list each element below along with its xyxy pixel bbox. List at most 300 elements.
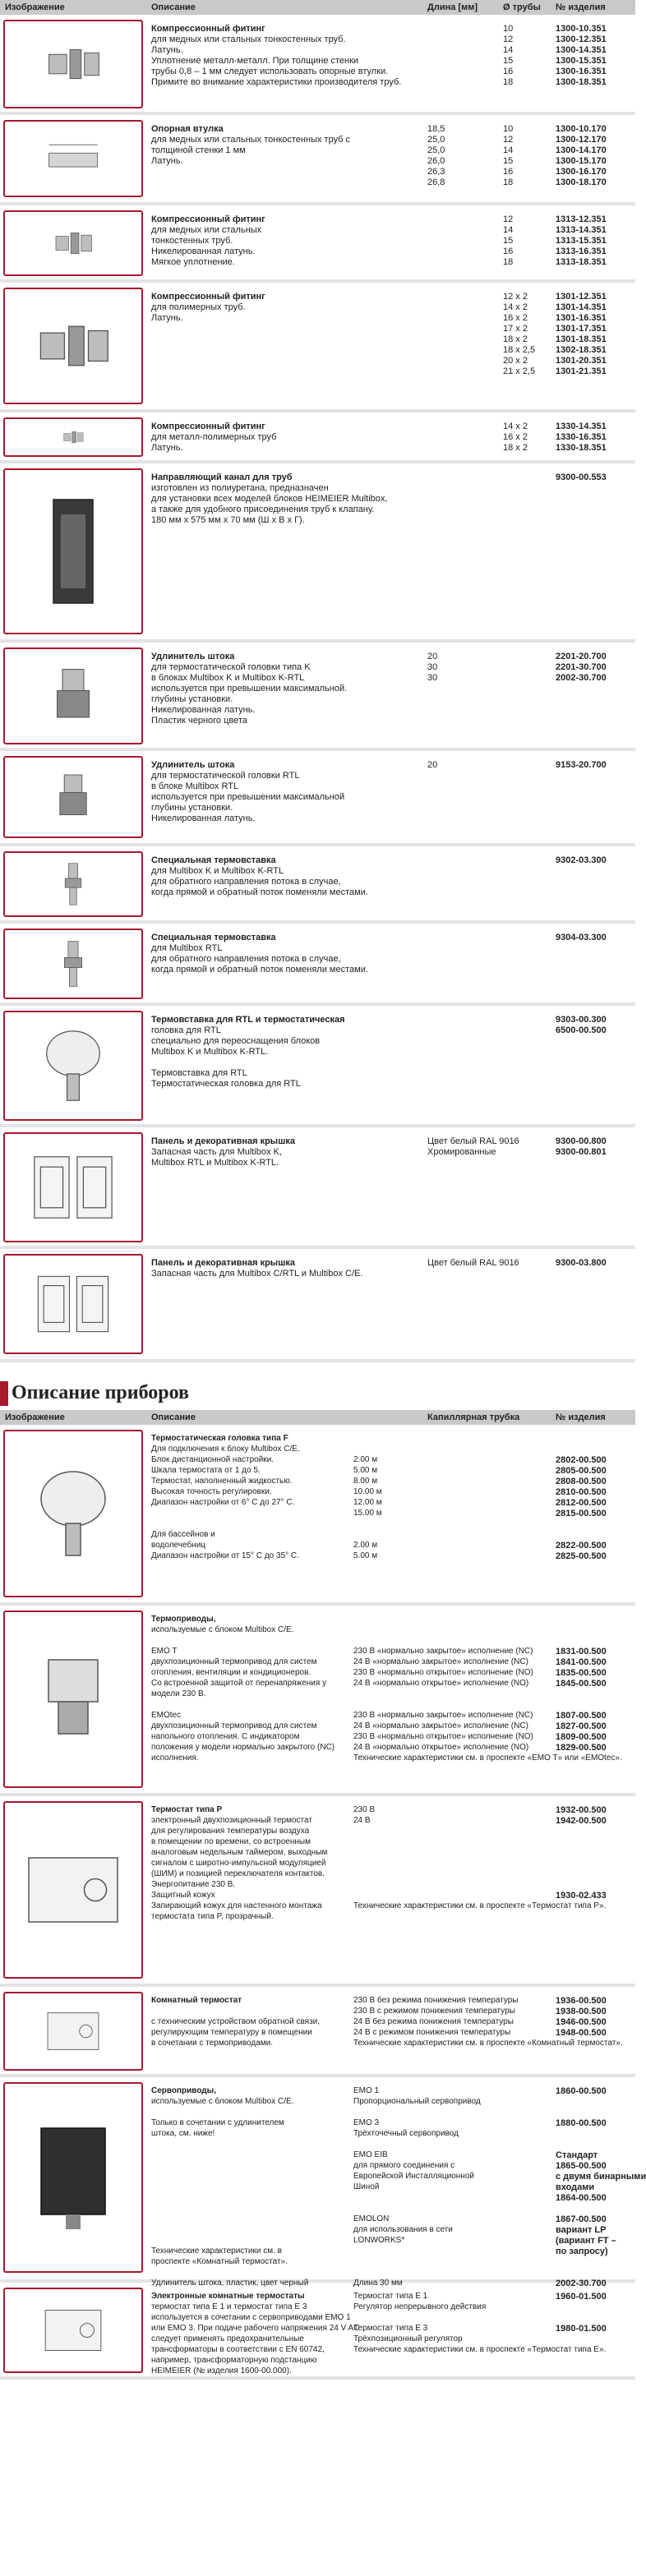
device-code-line [556, 2128, 634, 2139]
description-line: для медных или стальных тонкостенных труб. [151, 35, 346, 44]
device-description-line [151, 2203, 348, 2214]
article-code-line: 1301-20.351 [556, 356, 607, 366]
product-image [3, 1611, 143, 1788]
diameter-value-line: 10 [503, 124, 514, 134]
device-description-line: регулирующим температуру в помещении [151, 2028, 312, 2037]
article-code-line: 1301-16.351 [556, 313, 607, 323]
description-line: Запасная часть для Multibox C/RTL и Multibox C/E. [151, 1269, 363, 1279]
capillary-value-line [353, 1858, 551, 1869]
capillary-value-line [353, 2203, 551, 2214]
product-image [3, 2082, 143, 2273]
length-value-line: Цвет белый RAL 9016 [427, 1258, 519, 1268]
description-line: Опорная втулка [151, 124, 224, 134]
description-line: Специальная термовставка [151, 855, 276, 865]
fitting-icon [12, 422, 135, 453]
device-description-line [151, 2171, 348, 2182]
diameter-value-line: 15 [503, 156, 514, 166]
device-description-line: следует применять предохранительные [151, 2334, 304, 2343]
product-image [3, 417, 143, 457]
capillary-value-line: EMOLON [353, 2214, 390, 2223]
device-code-line: 2002-30.700 [556, 2279, 607, 2288]
device-code-line [556, 1635, 634, 1646]
device-code-line [556, 1624, 634, 1635]
device-description-line: двухпозиционный термопривод для систем [151, 1721, 317, 1730]
capillary-value-line [353, 2256, 551, 2267]
diameter-value-line: 16 [503, 167, 514, 177]
capillary-value-line [353, 1614, 551, 1624]
product-image [3, 20, 143, 108]
device-code-line [556, 1879, 634, 1890]
capillary-value-line: 24 В без режима понижения температуры [353, 2017, 514, 2026]
capillary-value-line [353, 1699, 551, 1710]
section-title: Описание приборов [12, 1382, 189, 1404]
article-code [556, 23, 634, 87]
capillary-value-line [353, 1518, 551, 1529]
description-line: Мягкое уплотнение. [151, 257, 235, 267]
diameter-value-line: 15 [503, 56, 514, 66]
device-description-line [151, 2235, 348, 2246]
product-image [3, 1801, 143, 1979]
length-value-line: 26,8 [427, 177, 445, 187]
capillary-value-line [353, 1689, 551, 1699]
description-line: Латунь. [151, 45, 183, 55]
device-description-line [151, 2006, 348, 2016]
description-line: Латунь. [151, 443, 183, 453]
description-line: Никелированная латунь. [151, 247, 256, 256]
fitting-row [0, 1006, 635, 1127]
article-code-line: 1313-14.351 [556, 225, 607, 235]
article-code-line: 1300-10.351 [556, 24, 607, 34]
article-code-line: 1301-21.351 [556, 366, 607, 376]
diameter-value [503, 123, 548, 187]
device-row [0, 1796, 635, 1987]
capillary-value-line: EMO 3 [353, 2118, 380, 2127]
device-row [0, 2283, 635, 2380]
description-line: для медных или стальных [151, 225, 262, 235]
description-line: Компрессионный фитинг [151, 422, 265, 431]
device-code-line: 2815-00.500 [556, 1509, 607, 1518]
device-description-line: EMO T [151, 1647, 178, 1656]
description-line: головка для RTL [151, 1025, 221, 1035]
description-line: для обратного направления потока в случае, [151, 954, 341, 964]
description [151, 1014, 422, 1089]
article-code-line: 9303-00.300 [556, 1015, 607, 1025]
device-description-line [151, 2224, 348, 2235]
fitting-row [0, 463, 635, 643]
device-code-line: 2802-00.500 [556, 1455, 607, 1465]
device-description-line: Высокая точность регулировки. [151, 1487, 272, 1496]
device-description-line: проспекте «Комнатный термостат». [151, 2257, 288, 2266]
capillary-value-line: 2.00 м [353, 1541, 378, 1550]
capillary-value-line: Пропорциональный сервопривод [353, 2097, 481, 2106]
capillary-value-line: Технические характеристики см. в проспекте «Термостат типа P». [353, 1901, 607, 1910]
article-code-line: 9304-03.300 [556, 933, 607, 942]
device-description-line: используемые с блоком Multibox C/E. [151, 2097, 294, 2106]
device-code-line [556, 2107, 634, 2117]
capillary-value-line: Трёхточечный сервопривод [353, 2129, 459, 2138]
device-description-line: Диапазон настройки от 6° C до 27° C. [151, 1498, 295, 1507]
capillary-value-line: 8.00 м [353, 1477, 378, 1486]
capillary-value-line: EMO EIB [353, 2150, 388, 2159]
device-description [151, 1995, 348, 2048]
device-code-line: 1938-00.500 [556, 2007, 607, 2016]
product-image [3, 851, 143, 917]
device-row [0, 1606, 635, 1796]
product-image [3, 1992, 143, 2071]
diameter-value-line: 17 x 2 [503, 324, 528, 334]
device-code-line [556, 1529, 634, 1540]
description-line: тонкостенных труб. [151, 236, 233, 246]
article-code [556, 1014, 634, 1035]
description-line: Термостатическая головка для RTL [151, 1079, 301, 1089]
article-code-line: 1330-18.351 [556, 443, 607, 453]
device-description-line: исполнения. [151, 1753, 199, 1763]
device-row [0, 2077, 646, 2288]
device-code-line [556, 1847, 634, 1858]
description-line: для термостатической головки RTL [151, 771, 300, 781]
diameter-value-line: 14 [503, 225, 514, 235]
device-description-line: сигналом с широтно-импульсной модуляцией [151, 1859, 326, 1868]
device-description-line: термостат типа E 1 и термостат типа E 3 [151, 2302, 307, 2311]
article-code [556, 214, 634, 267]
capillary-value [353, 2085, 551, 2288]
device-code-line: 2805-00.500 [556, 1466, 607, 1476]
device-description-line: Технические характеристики см. в [151, 2247, 282, 2256]
capillary-value-line: 230 В «нормально открытое» исполнение (NO) [353, 1668, 533, 1677]
capillary-value-line: 230 В «нормально открытое» исполнение (NO) [353, 1732, 533, 1741]
capillary-value-line: 24 В [353, 1816, 371, 1825]
product-image [3, 929, 143, 999]
capillary-value-line: LONWORKS* [353, 2236, 405, 2245]
diameter-value-line: 21 x 2,5 [503, 366, 536, 376]
capillary-value-line: Трёхпозиционный регулятор [353, 2334, 463, 2343]
device-code-line: 1835-00.500 [556, 1668, 607, 1678]
fitting-icon [12, 214, 135, 272]
insert-icon [12, 855, 135, 913]
device-description-line: Термостат, наполненный жидкостью. [151, 1477, 293, 1486]
device-code-line: 1865-00.500 [556, 2161, 607, 2171]
capillary-value [353, 1433, 551, 1561]
description-line: Multibox K и Multibox K-RTL. [151, 1047, 269, 1057]
diameter-value-line: 14 [503, 45, 514, 55]
device-code-line [556, 2139, 634, 2150]
description [151, 421, 422, 453]
capillary-value-line: Термостат типа E 1 [353, 2292, 428, 2301]
description [151, 123, 422, 166]
device-code-line: 2812-00.500 [556, 1498, 607, 1508]
capillary-value-line: 2.00 м [353, 1455, 378, 1464]
fitting-row [0, 846, 635, 924]
thermostat-icon [12, 1805, 135, 1975]
device-code-line: 1809-00.500 [556, 1732, 607, 1742]
device-code-line [556, 2267, 634, 2278]
product-image [3, 120, 143, 197]
capillary-value-line: Регулятор непрерывного действия [353, 2302, 487, 2311]
device-code-line [556, 1858, 634, 1869]
description [151, 1257, 422, 1279]
capillary-value-line: 15.00 м [353, 1509, 382, 1518]
description-line: для установки всех моделей блоков HEIMEIER Multibox, [151, 494, 388, 504]
article-code-line: 1300-15.170 [556, 156, 607, 166]
sleeve-icon [12, 124, 135, 193]
device-code-line: входами [556, 2182, 595, 2192]
capillary-value-line [353, 1847, 551, 1858]
device-description-line: Блок дистанционной настройки. [151, 1455, 275, 1464]
device-description-line: Энергопитание 230 В. [151, 1880, 236, 1889]
article-code-line: 1301-17.351 [556, 324, 607, 334]
description-line: для металл-полимерных труб [151, 432, 277, 442]
capillary-value-line: для прямого соединения с [353, 2161, 455, 2170]
device-code-line [556, 1518, 634, 1529]
article-code-line: 1301-12.351 [556, 292, 607, 302]
fitting-row [0, 115, 635, 205]
device-code [556, 1804, 634, 1911]
devices-table [0, 1425, 646, 2380]
device-description-line: Комнатный термостат [151, 1996, 242, 2005]
diameter-value-line: 12 [503, 135, 514, 145]
device-description-line: Шкала термостата от 1 до 5. [151, 1466, 261, 1475]
device-description-line: HEIMEIER (№ изделия 1600-00.000). [151, 2366, 292, 2376]
description-line: 180 мм x 575 мм x 70 мм (Ш x В x Г). [151, 515, 305, 525]
diameter-value-line: 16 x 2 [503, 432, 528, 442]
device-code-line [556, 1753, 634, 1763]
description-line: Уплотнение металл-металл. При толщине стенки [151, 56, 359, 66]
extender-icon [12, 652, 135, 740]
description-line: Панель и декоративная крышка [151, 1258, 295, 1268]
device-description [151, 2291, 360, 2376]
description-line: когда прямой и обратный поток поменяли местами. [151, 965, 368, 975]
capillary-value-line: 230 В без режима понижения температуры [353, 1996, 519, 2005]
description-line: Компрессионный фитинг [151, 24, 265, 34]
description-line: для медных или стальных тонкостенных труб с [151, 135, 351, 145]
capillary-value-line [353, 1624, 551, 1635]
device-description-line: EMOtec [151, 1711, 182, 1720]
device-code-line: 1860-00.500 [556, 2086, 607, 2096]
product-image [3, 468, 143, 634]
device-code-line [556, 2096, 634, 2107]
device-code-line: 1827-00.500 [556, 1721, 607, 1731]
device-description-line: например, трансформаторную подстанцию [151, 2356, 317, 2365]
description-line: Компрессионный фитинг [151, 292, 265, 302]
article-code-line: 1300-14.170 [556, 145, 607, 155]
capillary-value-line: 24 В «нормально закрытое» исполнение (NC) [353, 1657, 528, 1666]
device-code-line [556, 1869, 634, 1879]
fitting-row [0, 1127, 635, 1249]
article-code-line: 1300-12.170 [556, 135, 607, 145]
diameter-value-line: 12 x 2 [503, 292, 528, 302]
article-code-line: 1313-15.351 [556, 236, 607, 246]
panel-icon [12, 1258, 135, 1350]
diameter-value-line: 14 x 2 [503, 422, 528, 431]
article-code-line: 1300-10.170 [556, 124, 607, 134]
diameter-value-line: 16 [503, 67, 514, 76]
section-heading [0, 1377, 635, 1410]
description-line: в блоках Multibox K и Multibox K-RTL [151, 673, 305, 683]
device-code-line: 2810-00.500 [556, 1487, 607, 1497]
device-code-line [556, 1901, 634, 1911]
article-code-line: 1300-18.351 [556, 77, 607, 87]
description-line: в блоке Multibox RTL [151, 781, 239, 791]
device-description-line: или EMO 3. При подаче рабочего напряжения 24 V AC [151, 2324, 360, 2333]
product-image [3, 1011, 143, 1121]
product-image [3, 1132, 143, 1242]
capillary-value-line: Технические характеристики см. в проспекте «Комнатный термостат». [353, 2039, 623, 2048]
servo-icon [12, 2086, 135, 2269]
device-description-line: Запирающий кожух для настенного монтажа [151, 1901, 322, 1910]
article-code-line: 9300-00.801 [556, 1147, 607, 1157]
length-value-line: 25,0 [427, 135, 445, 145]
article-code-line: 1301-18.351 [556, 334, 607, 344]
article-code-line: 1313-18.351 [556, 257, 607, 267]
capillary-value-line [353, 1826, 551, 1836]
description-line: Удлинитель штока [151, 760, 235, 770]
article-code [556, 123, 634, 187]
capillary-value-line: Термостат типа E 3 [353, 2324, 428, 2333]
device-description-line: с техническим устройством обратной связи, [151, 2017, 321, 2026]
article-code-line: 1300-15.351 [556, 56, 607, 66]
device-description-line: Термоприводы, [151, 1615, 216, 1624]
description-line: Специальная термовставка [151, 933, 276, 942]
device-code-line [556, 2256, 634, 2267]
thermostat-icon [12, 1996, 135, 2067]
device-code-line: Стандарт [556, 2150, 598, 2160]
diameter-value-line: 18 x 2,5 [503, 345, 536, 355]
device-code-line: 1867-00.500 [556, 2214, 607, 2224]
description-line: для термостатической головки типа K [151, 662, 311, 672]
device-description-line [151, 2139, 348, 2150]
fitting-row [0, 751, 635, 846]
device-description-line: используемые с блоком Multibox C/E. [151, 1625, 294, 1634]
article-code-line: 9300-00.553 [556, 472, 607, 482]
device-description-line [151, 2192, 348, 2203]
device-description-line [151, 2182, 348, 2192]
article-code-line: 2201-30.700 [556, 662, 607, 672]
capillary-value-line: 230 В с режимом понижения температуры [353, 2007, 515, 2016]
description-line: Термовставка для RTL и термостатическая [151, 1015, 345, 1025]
article-code [556, 472, 634, 482]
description-line: глубины установки. [151, 803, 233, 813]
fittings-table [0, 15, 635, 1362]
device-description-line [151, 2107, 348, 2117]
device-code-line: 1942-00.500 [556, 1816, 607, 1826]
capillary-value-line: Шиной [353, 2182, 380, 2191]
device-description-line: Для бассейнов и [151, 1530, 215, 1539]
article-code-line: 1300-16.351 [556, 67, 607, 76]
fitting-row [0, 283, 635, 412]
description [151, 23, 422, 87]
capillary-value-line: Длина 30 мм [353, 2279, 403, 2288]
capillary-value-line [353, 1444, 551, 1454]
article-code-line: 1313-12.351 [556, 214, 607, 224]
product-image [3, 288, 143, 404]
device-description-line [151, 2160, 348, 2171]
length-value-line: 20 [427, 652, 438, 661]
capillary-value-line [353, 1433, 551, 1444]
header-image: Изображение [5, 2, 65, 12]
length-value [427, 651, 477, 683]
product-image [3, 2288, 143, 2373]
capillary-value-line: Технические характеристики см. в проспекте «EMO T» или «EMOtec». [353, 1753, 622, 1763]
device-description-line [151, 1699, 348, 1710]
device-description-line [151, 2150, 348, 2160]
length-value-line: 18,5 [427, 124, 445, 134]
fitting-row [0, 15, 635, 115]
device-description-line: трансформаторы в соответствии с EN 60742, [151, 2345, 325, 2354]
diameter-value-line: 14 [503, 145, 514, 155]
device-code-line [556, 1826, 634, 1836]
description-line: Никелированная латунь. [151, 705, 256, 715]
device-description [151, 1433, 348, 1561]
article-code-line: 9302-03.300 [556, 855, 607, 865]
length-value-line: 20 [427, 760, 438, 770]
device-description-line: электронный двухпозиционный термостат [151, 1816, 312, 1825]
description-line: используется при превышении максимальной [151, 792, 345, 802]
length-value-line: 26,3 [427, 167, 445, 177]
device-code-line: 1807-00.500 [556, 1711, 607, 1721]
header2-image: Изображение [5, 1412, 65, 1422]
device-description-line: напольного отопления. С индикатором [151, 1732, 300, 1741]
article-code-line: 2002-30.700 [556, 673, 607, 683]
device-code-line: 1936-00.500 [556, 1996, 607, 2006]
length-value-line: 30 [427, 673, 438, 683]
device-description-line: в помещении по времени, со встроенным [151, 1837, 311, 1846]
device-description-line: Электронные комнатные термостаты [151, 2292, 305, 2301]
description-line: специально для переоснащения блоков [151, 1036, 321, 1046]
article-code-line: 9300-00.800 [556, 1136, 607, 1146]
device-code-line [556, 1689, 634, 1699]
device-code [556, 1995, 634, 2048]
table2-header [0, 1410, 635, 1425]
capillary-value-line: 24 В «нормально открытое» исполнение (NO) [353, 1743, 529, 1752]
capillary-value-line [353, 1836, 551, 1847]
device-code [556, 1614, 634, 1763]
fitting-row [0, 1249, 635, 1362]
device-description-line: термостата типа P, прозрачный. [151, 1912, 274, 1921]
description-line: используется при превышении максимальной. [151, 684, 348, 694]
actuator-icon [12, 1615, 135, 1784]
header2-description: Описание [151, 1412, 196, 1422]
article-code-line: 1302-18.351 [556, 345, 607, 355]
article-code [556, 421, 634, 453]
description-line: Панель и декоративная крышка [151, 1136, 295, 1146]
device-description [151, 1614, 348, 1763]
device-row [0, 1425, 635, 1606]
head-icon [12, 1434, 135, 1593]
device-code-line: 1946-00.500 [556, 2017, 607, 2027]
description-line: для полимерных труб. [151, 302, 246, 312]
description-line: толщиной стенки 1 мм [151, 145, 246, 155]
device-code-line: 1831-00.500 [556, 1647, 607, 1657]
device-description-line: штока, см. ниже! [151, 2129, 215, 2138]
device-code-line: по запросу) [556, 2247, 608, 2256]
length-value-line: 25,0 [427, 145, 445, 155]
capillary-value-line [353, 2312, 551, 2323]
capillary-value-line [353, 2267, 551, 2278]
diameter-value-line: 20 x 2 [503, 356, 528, 366]
device-description-line [151, 2214, 348, 2224]
device-description-line: аналоговым недельным таймером, выходным [151, 1848, 328, 1857]
device-code [556, 1433, 634, 1561]
device-code-line [556, 2203, 634, 2214]
device-code-line: 1880-00.500 [556, 2118, 607, 2128]
capillary-value-line [353, 1869, 551, 1879]
device-code-line: вариант LP [556, 2225, 607, 2235]
article-code [556, 651, 634, 683]
length-value-line: Цвет белый RAL 9016 [427, 1136, 519, 1146]
capillary-value-line [353, 2107, 551, 2117]
diameter-value-line: 14 x 2 [503, 302, 528, 312]
fitting-row [0, 412, 635, 463]
